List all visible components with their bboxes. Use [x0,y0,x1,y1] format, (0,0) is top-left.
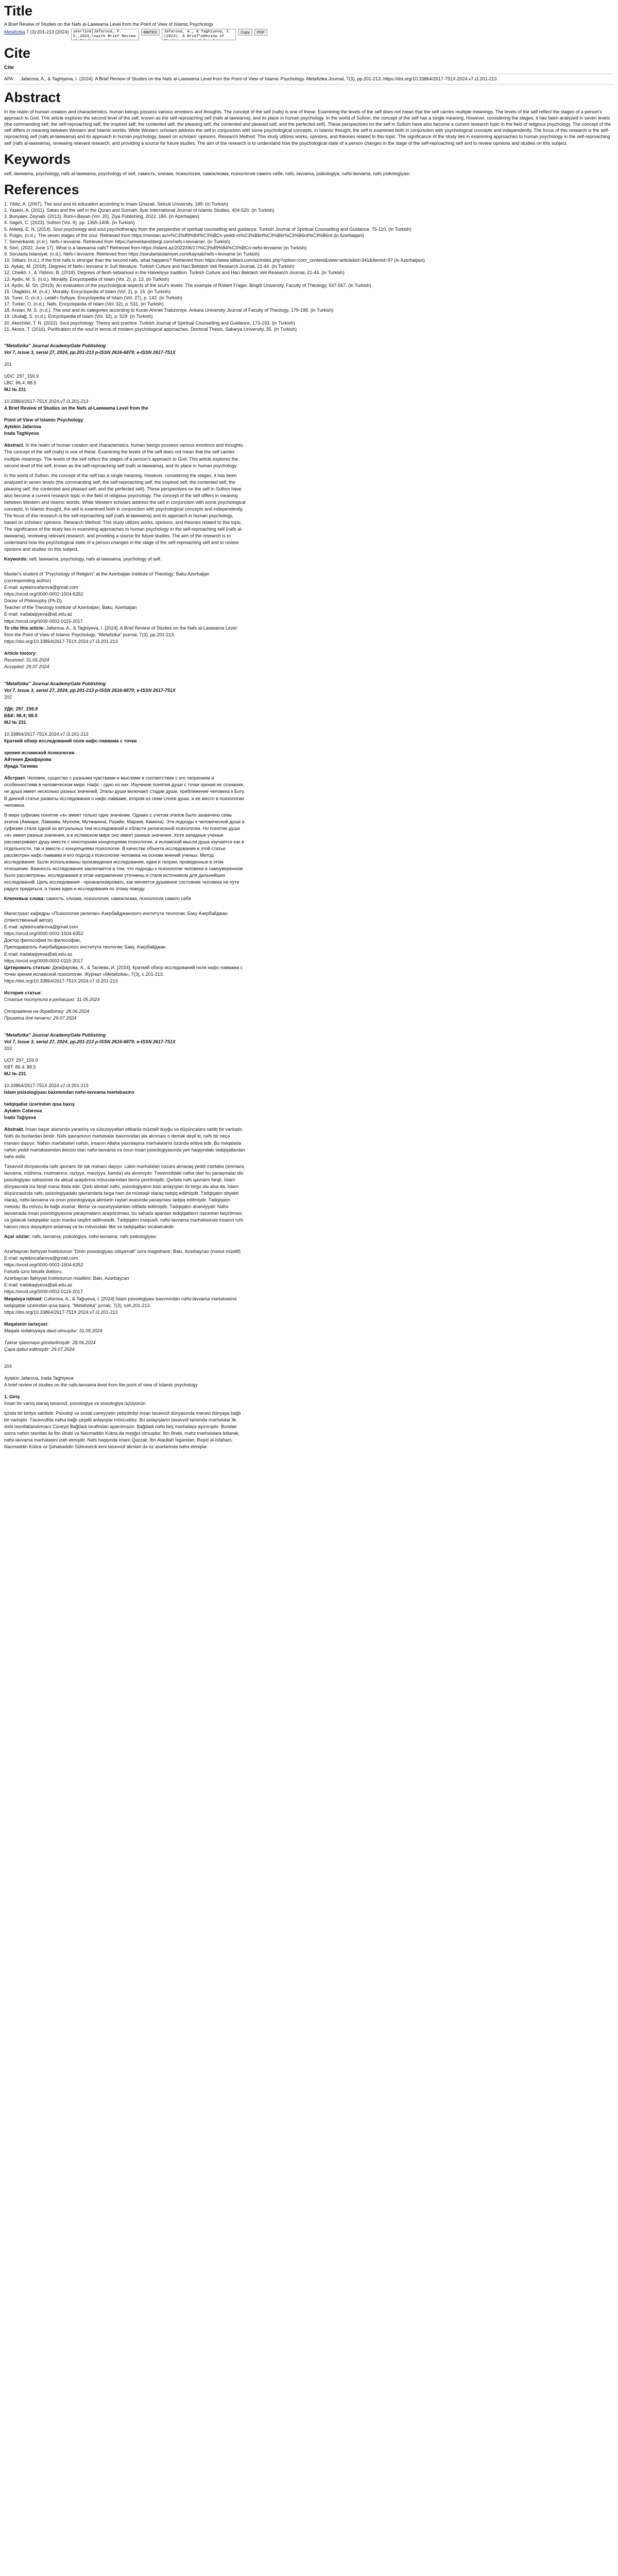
cite-label: Cite [4,64,14,71]
article-keywords: Keywords: self, lawwama, psychology, nafs al-lawwama, psychology of self. [4,556,162,562]
running-subtitle: A brief review of studies on the nafs-lavvama level from the point of view of Islamic psychology [4,1382,198,1387]
journal-info: Metafizika 7 (3):201-213 (2024) [4,29,69,35]
abstract-text: In the realm of human creation and characteristics, human beings possess various emotions and thoughts. The concept of the self (nafs) is one of these. Examining the levels of the self does not mean that the self carries multiple meanings. The levels of the self reflect the stages of a person's approach to God. This article explores the second level of the self, known as the self-reproaching self (nafs al-lawwama), and its place in human psychology. In the world of Sufism, the concept of the self has a single meaning. However, considering the stages, it has been analyzed in seven levels (the commanding self, the self-reproaching self, the inspired self, the contented self, the pleasing self, the contented and pleased self, and the perfected self). These perspectives on the self in Sufism have also become a current research topic in the field of religious psychology. The concept of the self differs in meaning between Western and Islamic worlds. While Western scholars address the self in conjunction with some psychological concepts, in Islamic thought, the self is examined both in conjunction with psychological concepts and independently. The focus of this research is the self-reproaching self (nafs al-lawwama) and its approach in human psychology, based on scholars' opinions. Research Method: This study utilizes works, opinions, and theories related to this topic. The significance of the study lies in examining approaches to human psychology in the self-reproaching self (nafs al-lawwama), reviewing relevant research, and providing a source for future studies. The aim of the research is to understand how the psychological state of a person changes in the stage of the self-reproaching self and to review opinions and studies on this subject. [4,109,611,146]
reference-item: 19. Uludağ, S. (n.d.). Encyclopedia of Islam (Vol. 32), p. 529. (in Turkish) [4,314,153,319]
cite-row [4,74,614,84]
abstract-heading: Abstract [4,89,61,105]
bibtex-button[interactable]: BIBTEX [141,29,160,36]
author-1: Айтекин Джафарова [4,757,52,762]
author-2: Irada Taghiyeva [4,431,39,436]
cite-text[interactable]: Jafarova, A., & Taghiyeva, I. (2024). A Brief Review of Studies on the Nafs al-Lawwama Level from the Point of View of Islamic Psychology. Metafizika Journal, 7(3), pp.201-213. https://doi.org/10.33864/2617-751X.2024.v7.i3.201-213 [21,76,497,82]
cite-style: APA [4,76,13,82]
article-title: Краткий обзор исследований поля нафс-лаввама с точки [4,738,137,744]
doi: 10.33864/2617-751X.2024.v7.i3.201-213 [4,399,89,404]
reference-item: 20. Akechiler, T. N. (2022). Soul psychology: Theory and practice. Turkish Journal of Spiritual Counselling and Guidance, 173-193. (in Turkish) [4,320,295,326]
reference-item: 14. Aydin, M. Sh. (2019). An evaluation of the psychological aspects of the soul's levels: The example of Robert Frager. Bingöl University, Faculty of Theology, 547-567. (in Turkish) [4,282,371,288]
reference-item: 21. Akooz, T. (2016). Purification of the soul in terms of modern psychological approaches. Doctoral Thesis, Sakarya University, 35. (in Turkish) [4,326,297,332]
reference-item: 1. Yildiz, A. (2007). The soul and its education according to Imam Ghazali. Selcuk University, 189. (in Turkish) [4,201,228,207]
cite-heading: Cite [4,45,31,61]
references-list [4,201,614,332]
author-2: Ирада Тагиева [4,764,38,769]
article-history: Article history: [4,650,37,656]
journal-link[interactable]: Metafizika [4,29,25,35]
reference-item: 5. Aldeeji, E. N. (2014). Soul psychology and soul psychotherapy from the perspective of spiritual counselling and guidance. Turkish Journal of Spiritual Counselling and Guidance, 75-110. (in Turkish) [4,226,411,232]
reference-item: 11. Aykaç, M. (2018). Degrees of Nefs-i levvame in Sufi literature. Turkish Culture and Haci Bektash Veli Research Journal, 21-44. (in Turkish) [4,264,295,269]
abstract-p1: Abstract. In the realm of human creation and characteristics, human beings possess various emotions and thoughts. The concept of the self (nafs) is one of these. Examining the levels of the self does not mean that the self carries multiple meanings. The levels of the self reflect the stages of a person's approach to God. This article explores the second level of the self, known as the self-reproaching self (nafs al-lawwama), and its place in human psychology. [4,443,244,468]
article-azerbaijani: "Metafizika" Journal AcademyGate Publishing Vol 7, Issue 3, serial 27, 2024, pp.201-213 p-ISSN 2616-6879; e-ISSN 2617-751X 203 UOT: 297_159.9 KBT: 86.4; 88.5 MJ № 231 10.33864/2617-751X.2024.v7.i3.201-213 İslam psixologiyası baxımından nəfsi-lavvama mərtəbəsinə tədqiqatlar üzərindən qısa baxış Aytəkin Cəfərova İradə Tağıyeva Abstrakt. İnsan başar aləmində yaradılış və xüsusiyyətləri etibarilə müxtəlif duyğu və düşüncələrə sahib bir varlıqdır. Nəfs də bunlardan biridir. Nəfs qavramının mərtəbələr baxımından ələ alınması o demək deyil ki, nəfs bir neçə mənanı daşıyır. Nəfsin mərtəbələri nəfsin, insanın Allaha yaxınlaşma mərhələlərini özündə ehtiva edir. Bu məqalədə nəfsin yeddi mərtəbəsindən ikincisi olan nəfsi-lavvama və onun insan psixologiyasında yeri haqqındakı tədqiqatlardan bəhs edilir. Təsəvvüf dünyasında nəfs qavramı bir tək mənanı daşıyır. Lakin mərhələləri nəzərə alınaraq yeddi mərtəbə (əmmarə, lavvamə, mülhimə, mutmainnə, raziyyə, mərziyyə, kamilə) ələ alınmışdır. Təsəvvüfdəki nəfsə olan bu yanaşmalar din psixologiyası sahəsində də aktual araşdırma mövzularından birinə çevrilmişdir. Qərbdə nəfs qavramı fərqli, İslam dünyasında isə fərqli məna ifadə edir. Qərb alimləri nəfsi, psixologiyanın bəzi anlayışları ilə birgə ələ alsa da, İslam düşüncəsində nəfs, psixologiyadakı qavramlarla birgə həm də müstəqil olaraq tədqiq edilmişdir. Tədqiqatın obyekti olaraq, nəfsi-lavvama və onun psixologiyaya alimlərin rəyləri əsasında yanaşması tədqiq edilmişdir. Tədqiqatın metodu: Bu mövzu ilə bağlı əsərlər, fikirlər və nəzəriyyələrdən istifadə edilmişdir. Tədqiqatın əhəmiyyəti: Nəfsi-lavvamada insan psixologiyasına yanaşmaların araşdırılması, bu sahədə aparılan tədqiqatların nəzərdən keçirilməsi və gələcək tədqiqatlar üçün mənbə təqdim edilməsidir. Tədqiqatın məqsədi, nəfsi-lavvama mərhələsində insanın ruhi halının necə dəyişdiyini anlamaq və bu mövzudakı fikir və tədqiqatları incələməkdir. Açar sözlər: nəfs, lavvama, psikologiya, nəfsi-lavvama, nəfs psikologiyası Azərbaycan İlahiyyat İnstitutunun "Dinin psixologiyası istiqaməti" üzrə magistrantı; Bakı, Azərbaycan (məsul müəllif) E-mail: aytekincafarova@gmail.com https://orcid.org/0000-0002-1504-6352 Fəlsəfə üzrə fəlsəfə doktoru, Azərbaycan İlahiyyat İnstitutunun müəllimi; Bakı, Azərbaycan E-mail: iradataqiyeva@ait.edu.az https://orcid.org/0009-0002-0115-2017 Məqaləyə istinad: Cəfərova, A., & Tağıyeva, İ. [2024] İslam psixologiyası baxımından nəfsi-lavvama mərtəbəsinə tədqiqatlar üzərindən qısa baxış. "Metafizika" jurnalı, 7(3), səh.201-213. https://doi.org/10.33864/2617-751X.2024.v7.i3.201-213 Məqalənin tarixçəsi: Məqalə redaksiyaya daxil olmuşdur: 31.05.2024 Təkrar işlənməyə göndərilmişdir: 28.06.2024 Çapa qəbul edilmişdir: 29.07.2024 [4,1032,614,1353]
author-2: İradə Tağıyeva [4,1115,36,1121]
reference-item: 2. Yasein, A. (2011). Satan and the self in the Quran and Sunnah. Ilyar International Journal of Islamic Studies, 404-520. (in Turkish) [4,208,274,213]
page-title: Title [4,3,33,19]
page-number: 204 [4,1363,12,1369]
footnote-1: Master's student of "Psychology of Religion" at the Azerbaijan Institute of Theology; Baku Azerbaijan [4,571,210,577]
closing-section: 204 Aytekin Jafarova, Irada Taghiyeva A brief review of studies on the nafs-lavvama level from the point of view of Islamic psychology 1. Giriş İnsan bir varlıq olaraq təsəvvüf, psixologiya və sosiologiya üçlüyünün içində bir birliyə sahibdir. Psixoloji və sosial cəmiyyətin yetişdirdiyi insan təsəvvüf dünyasında mənəvi dünyaya bağlı bir varlıqdır. Təsəvvüfdə nəfsə bağlı çeşidli anlayışlar mövcuddur. Bu anlayışların təsəvvüf tarixində mərhələlər ilk dəfə təsnifatlandırmanı Cüneyd Bağdadi tərəfindən aparılmışdır. Bağdadi nəfsi beş mərhələyə ayırmışdır. Bundan sonra nəfsin təsnifatı ilə İbn Ərəbi və Nəcməddin Kübra da məşğul olmuşdur. İbn Ərəbi, məhz mərhələlərə bölərək, nəfsi-lavvama mərhələsini izah etmişdir. Nəfs haqqında İmam Qəzzali, İbn Ataullah İsgəndəri, Rəşid əl-İsfahani, Nəcməddin Kübra və Şəhabəddin Sührəverdi kimi təsəvvüf alimləri də öz əsərlərində bəhs etmişlər. [4,1363,614,1451]
reference-item: 12. Cheikh, I., & Yildirim, B. (2018). Degrees of flesh-sebia/soul in the Halvetiyye tradition. Turkish Culture and Haci Bektash Veli Research Journal, 21-44. (in Turkish) [4,270,345,276]
citation-field[interactable] [162,29,236,40]
page-subtitle: A Brief Review of Studies on the Nafs al-Lawwama Level from the Point of View of Islamic Psychology [4,22,214,27]
pdf-button[interactable]: PDF [254,29,267,36]
bibtex-key-field[interactable] [71,29,139,40]
reference-item: 8. Sisri, (2022, June 17). What is a lawwama nafs? Retrieved from https://islami.az/2022/06/17/%C3%89%84%C3%BCn-nefsi-levvame/ (in Turkish) [4,245,307,250]
article-english: "Metafizika" Journal AcademyGate Publishing Vol 7, Issue 3, serial 27, 2024, pp.201-213 p-ISSN 2616-6879; e-ISSN 2617-751X 201 UDC: 297_159.9 LBC: 86.4; 88.5 MJ № 231 10.33864/2617-751X.2024.v7.i3.201-213 A Brief Review of Studies on the Nafs al-Lawwama Level from the Point of View of Islamic Psychology Aytekin Jafarova Irada Taghiyeva Abstract. In the realm of human creation and characteristics, human beings possess various emotions and thoughts. The concept of the self (nafs) is one of these. Examining the levels of the self does not mean that the self carries multiple meanings. The levels of the self reflect the stages of a person's approach to God. This article explores the second level of the self, known as the self-reproaching self (nafs al-lawwama), and its place in human psychology. In the world of Sufism, the concept of the self has a single meaning. However, considering the stages, it has been analyzed in seven levels (the commanding self, the self-reproaching self, the inspired self, the contented self, the pleasing self, the contented and pleased self, and the perfected self). These perspectives on the self in Sufism have also become a current research topic in the field of religious psychology. The concept of the self differs in meaning between Western and Islamic worlds. While Western scholars address the self in conjunction with some psychological concepts, in Islamic thought, the self is examined both in conjunction with psychological concepts and independently. The focus of this research is the self-reproaching self (nafs al-lawwama) and its approach in human psychology, based on scholars' opinions. Research Method: This study utilizes works, opinions, and theories related to this topic. The significance of the study lies in examining approaches to human psychology in the self-reproaching self (nafs al-lawwama), reviewing relevant research, and providing a source for future studies. The aim of the research is to understand how the psychological state of a person changes in the stage of the self-reproaching self and to review opinions and studies on this subject. Keywords: self, lawwama, psychology, nafs al-lawwama, psychology of self. Master's student of "Psychology of Religion" at the Azerbaijan Institute of Theology; Baku Azerbaijan (corresponding author) E-mail: aytekincafarova@gmail.com https://orcid.org/0000-0002-1504-6352 Doctor of Philosophy (Ph.D), Teacher of the Theology Institute of Azerbaijan; Baku, Azerbaijan E-mail: iradataqiyeva@ait.edu.az https://orcid.org/0009-0002-0115-2017 To cite this article: Jafarova, A., & Taghiyeva, I. [2024]. A Brief Review of Studies on the Nafs al-Lawwama Level from the Point of View of Islamic Psychology. "Metafizika" journal, 7(3), pp.201-213. https://doi.org/10.33864/2617-751X.2024.v7.i3.201-213 Article history: Received: 31.05.2024 Accepted: 29.07.2024 [4,343,614,670]
page-number: 201 [4,361,12,367]
keywords-heading: Keywords [4,151,71,167]
running-authors: Aytekin Jafarova, Irada Taghiyeva [4,1375,74,1381]
meta-row [4,29,614,40]
article-title-line1: A Brief Review of Studies on the Nafs al-Lawwama Level from the [4,405,148,411]
reference-item: 4. Sagirli, C. (2023). Sufism (Vol. 9). pp. 1365-1406. (in Turkish) [4,220,135,226]
abstract-p2: In the world of Sufism, the concept of the self has a single meaning. However, considering the stages, it has been analyzed in seven levels (the commanding self, the self-reproaching self, the inspired self, the contented self, the pleasing self, the contented and pleased self, and the perfected self). These perspectives on the self in Sufism have also become a current research topic in the field of religious psychology. The concept of the self differs in meaning between Western and Islamic worlds. While Western scholars address the self in conjunction with some psychological concepts, in Islamic thought, the self is examined both in conjunction with psychological concepts and independently. The focus of this research is the self-reproaching self (nafs al-lawwama) and its approach in human psychology, based on scholars' opinions. Research Method: This study utilizes works, opinions, and theories related to this topic. The significance of the study lies in examining approaches to human psychology in the self-reproaching self (nafs al-lawwama), reviewing relevant research, and providing a source for future studies. The aim of the research is to understand how the psychological state of a person changes in the stage of the self-reproaching self and to review opinions and studies on this subject. [4,472,246,552]
reference-item: 3. Bunyaev, Zeynab. (2013). Ruhi-i-Bayan (Vol. 20). Ziya Publishing, 2022, 184. (in Azerbaijani) [4,214,200,219]
reference-item: 13. Aydin, M. S. (n.d.). Morality. Encyclopedia of Islam (Vol. 2), p. 13. (in Turkish) [4,276,169,282]
volume-line: Vol 7, Issue 3, serial 27, 2024, pp.201-213 p-ISSN 2616-6879; e-ISSN 2617-751X [4,349,176,355]
article-title: İslam psixologiyası baxımından nəfsi-lavvama mərtəbəsinə [4,1090,134,1095]
page-number: 202 [4,694,12,700]
reference-item: 16. Turer, O. (n.d.). Letaif-i Sufiyye. Encyclopedia of Islam (Vol. 27), p. 143. (in Turkish) [4,295,182,301]
reference-item: 17. Turker, O. (n.d.). Nafs. Encyclopedia of Islam (Vol. 32), p. 531. (in Turkish) [4,301,164,307]
footnote-2: Doctor of Philosophy (Ph.D), [4,598,63,604]
udc: UDC: 297_159.9 [4,374,39,379]
lbc: LBC: 86.4; 88.5 [4,380,37,386]
author-1: Aytəkin Cəfərova [4,1108,42,1114]
mj-number: MJ № 231 [4,387,26,393]
reference-item: 9. Sorularla Islamiyet. (n.d.). Nefs-i levvame. Retrieved from https://sorularlaislamiyet.com/kaynak/nefs-i-levvame (in Turkish) [4,251,260,257]
reference-item: 15. Ülagiklici, M. (n.d.). Morality. Encyclopedia of Islam (Vol. 2), p. 15. (in Turkish) [4,289,170,294]
journal-line: "Metafizika" Journal AcademyGate Publishing [4,343,106,348]
copy-button[interactable]: Copy [238,29,252,36]
article-russian: "Metafizika" Journal AcademyGate Publishing Vol 7, Issue 3, serial 27, 2024, pp.201-213 p-ISSN 2616-6879; e-ISSN 2617-751X 202 УДК: 297_159.9 ББК: 86.4; 88.5 MJ № 231 10.33864/2617-751X.2024.v7.i3.201-213 Краткий обзор исследований поля нафс-лаввама с точки зрения исламской психологии Айтекин Джафарова Ирада Тагиева Абстракт. Человек, существо с разными чувствами и мыслями в соответствии с его творением и особенностями в человеческом мире. Нафс - одно из них. Изучение понятия души с точки зрения ее сознания, не душа имеет несколько разных значений. Этапы души включают стадии души, приближение человека к Богу. В данной статье развиты исследования о нафс-лавваме, втором из семи слоев души, и ее место в психологии человека. В мире суфизма понятие «я» имеет только одно значение. Однако с учетом этапов было захвачено семь этапов (Аммаре, Лаввама, Мулхем, Мутмаинна, Разийе, Марзия, Камила). Эти подходы к человеческой душе в суфизме стали одной из актуальных тем исследований в области религиозной психологии. Но понятие души «я» имеет разные значения, а в исламском мире оно имеет разные значения. Хотя западные ученые рассматривают душу вместе с некоторыми концепциями психологии, в исламской мысли душа изучается как в отдельности, так и вместе с концепциями психологии. В качестве объекта исследования в этой статье рассмотрен нафс-лаввама и его подход к психологии человека на основе мнений ученых. Метод исследования: Были использованы произведения исследования, идеи и теории, проведенные в этом отношении. Важность исследования заключается в том, что подходы к психологии человека в самоуверенном было рассмотрены, исследования в этом направлении уточнены и стали источником для дальнейших исследований. Цель исследования - проанализировать, как меняется душевное состояние человека на пути радуге придаться, а также идеи и исследования по этому поводу. Ключевые слова: самость, клизма, психология, самоклизма, психология самого себя Магистрант кафедры «Психология религии» Азербайджанского института теологии; Баку Азербайджан (ответственный автор) E-mail: aytekincafarova@gmail.com https://orcid.org/0000-0002-1504-6352 Доктор философии по философии, Преподаватель Азербайджанского института теологии; Баку, Азербайджан E-mail: iradataqiyeva@ait.edu.az https://orcid.org/0009-0002-0115-2017 Цитировать статью: Джафарова, А., & Тагиева, И. [2024]. Краткий обзор исследований поля нафс-лаввама с точки зрения исламской психологии. Журнал «Metafizika», 7(3), с.201-213. https://doi.org/10.33864/2617-751X.2024.v7.i3.201-213 История статьи: Статья поступила в редакцию: 31.05.2024 Отправлена на доработку: 28.06.2024 Принята для печати: 29.07.2024 [4,681,614,1022]
reference-item: 18. Arslan, M. S. (n.d.). The soul and its categories according to Kuran Ahmet Trabzoniye. Ankara University Journal of Faculty of Theology, 179-198. (in Turkish) [4,308,334,313]
article-title-line2: Point of View of Islamic Psychology [4,417,83,423]
references-heading: References [4,181,79,197]
to-cite: To cite this article: Jafarova, A., & Taghiyeva, I. [2024]. A Brief Review of Studies on the Nafs al-Lawwama Level from the Point of View of Islamic Psychology. "Metafizika" journal, 7(3), pp.201-213. [4,625,237,637]
author-1: Aytekin Jafarova [4,424,41,430]
reference-item: 10. Siltlani, (n.d.). If the first nafs is stronger than the second nafs, what happens? Retrieved from https://www.siltlani.com/az/index.php?option=com_content&view=article&id=341&Itemid=97 (in Azerbaijani) [4,258,425,263]
reference-item: 6. Pulgin, (n.d.). The seven stages of the soul. Retrieved from https://mindan.az/v%C3%89%84%C3%BCn-yeddi-m%C3%B6rt%C3%B6r%C3%B6rd%C3%B6rd (in Azerbaijani) [4,232,365,238]
page-number: 203 [4,1046,12,1052]
reference-item: 7. Semerkandi. (n.d.). Nefs-i levvame. Retrieved from https://semerkanddergi.com/nefs-i-levvame/. (in Turkish) [4,239,231,244]
section-heading: 1. Giriş [4,1394,20,1399]
keywords-text: self, lawwama, psychology, nafs al-lawwama, psychology of self, самость, клизма, психология, самоклизма, психология самого себя, nəfs, lavvama, psikologiya, nəfsi-lavvama, nəfs psikologiyası [4,171,410,176]
